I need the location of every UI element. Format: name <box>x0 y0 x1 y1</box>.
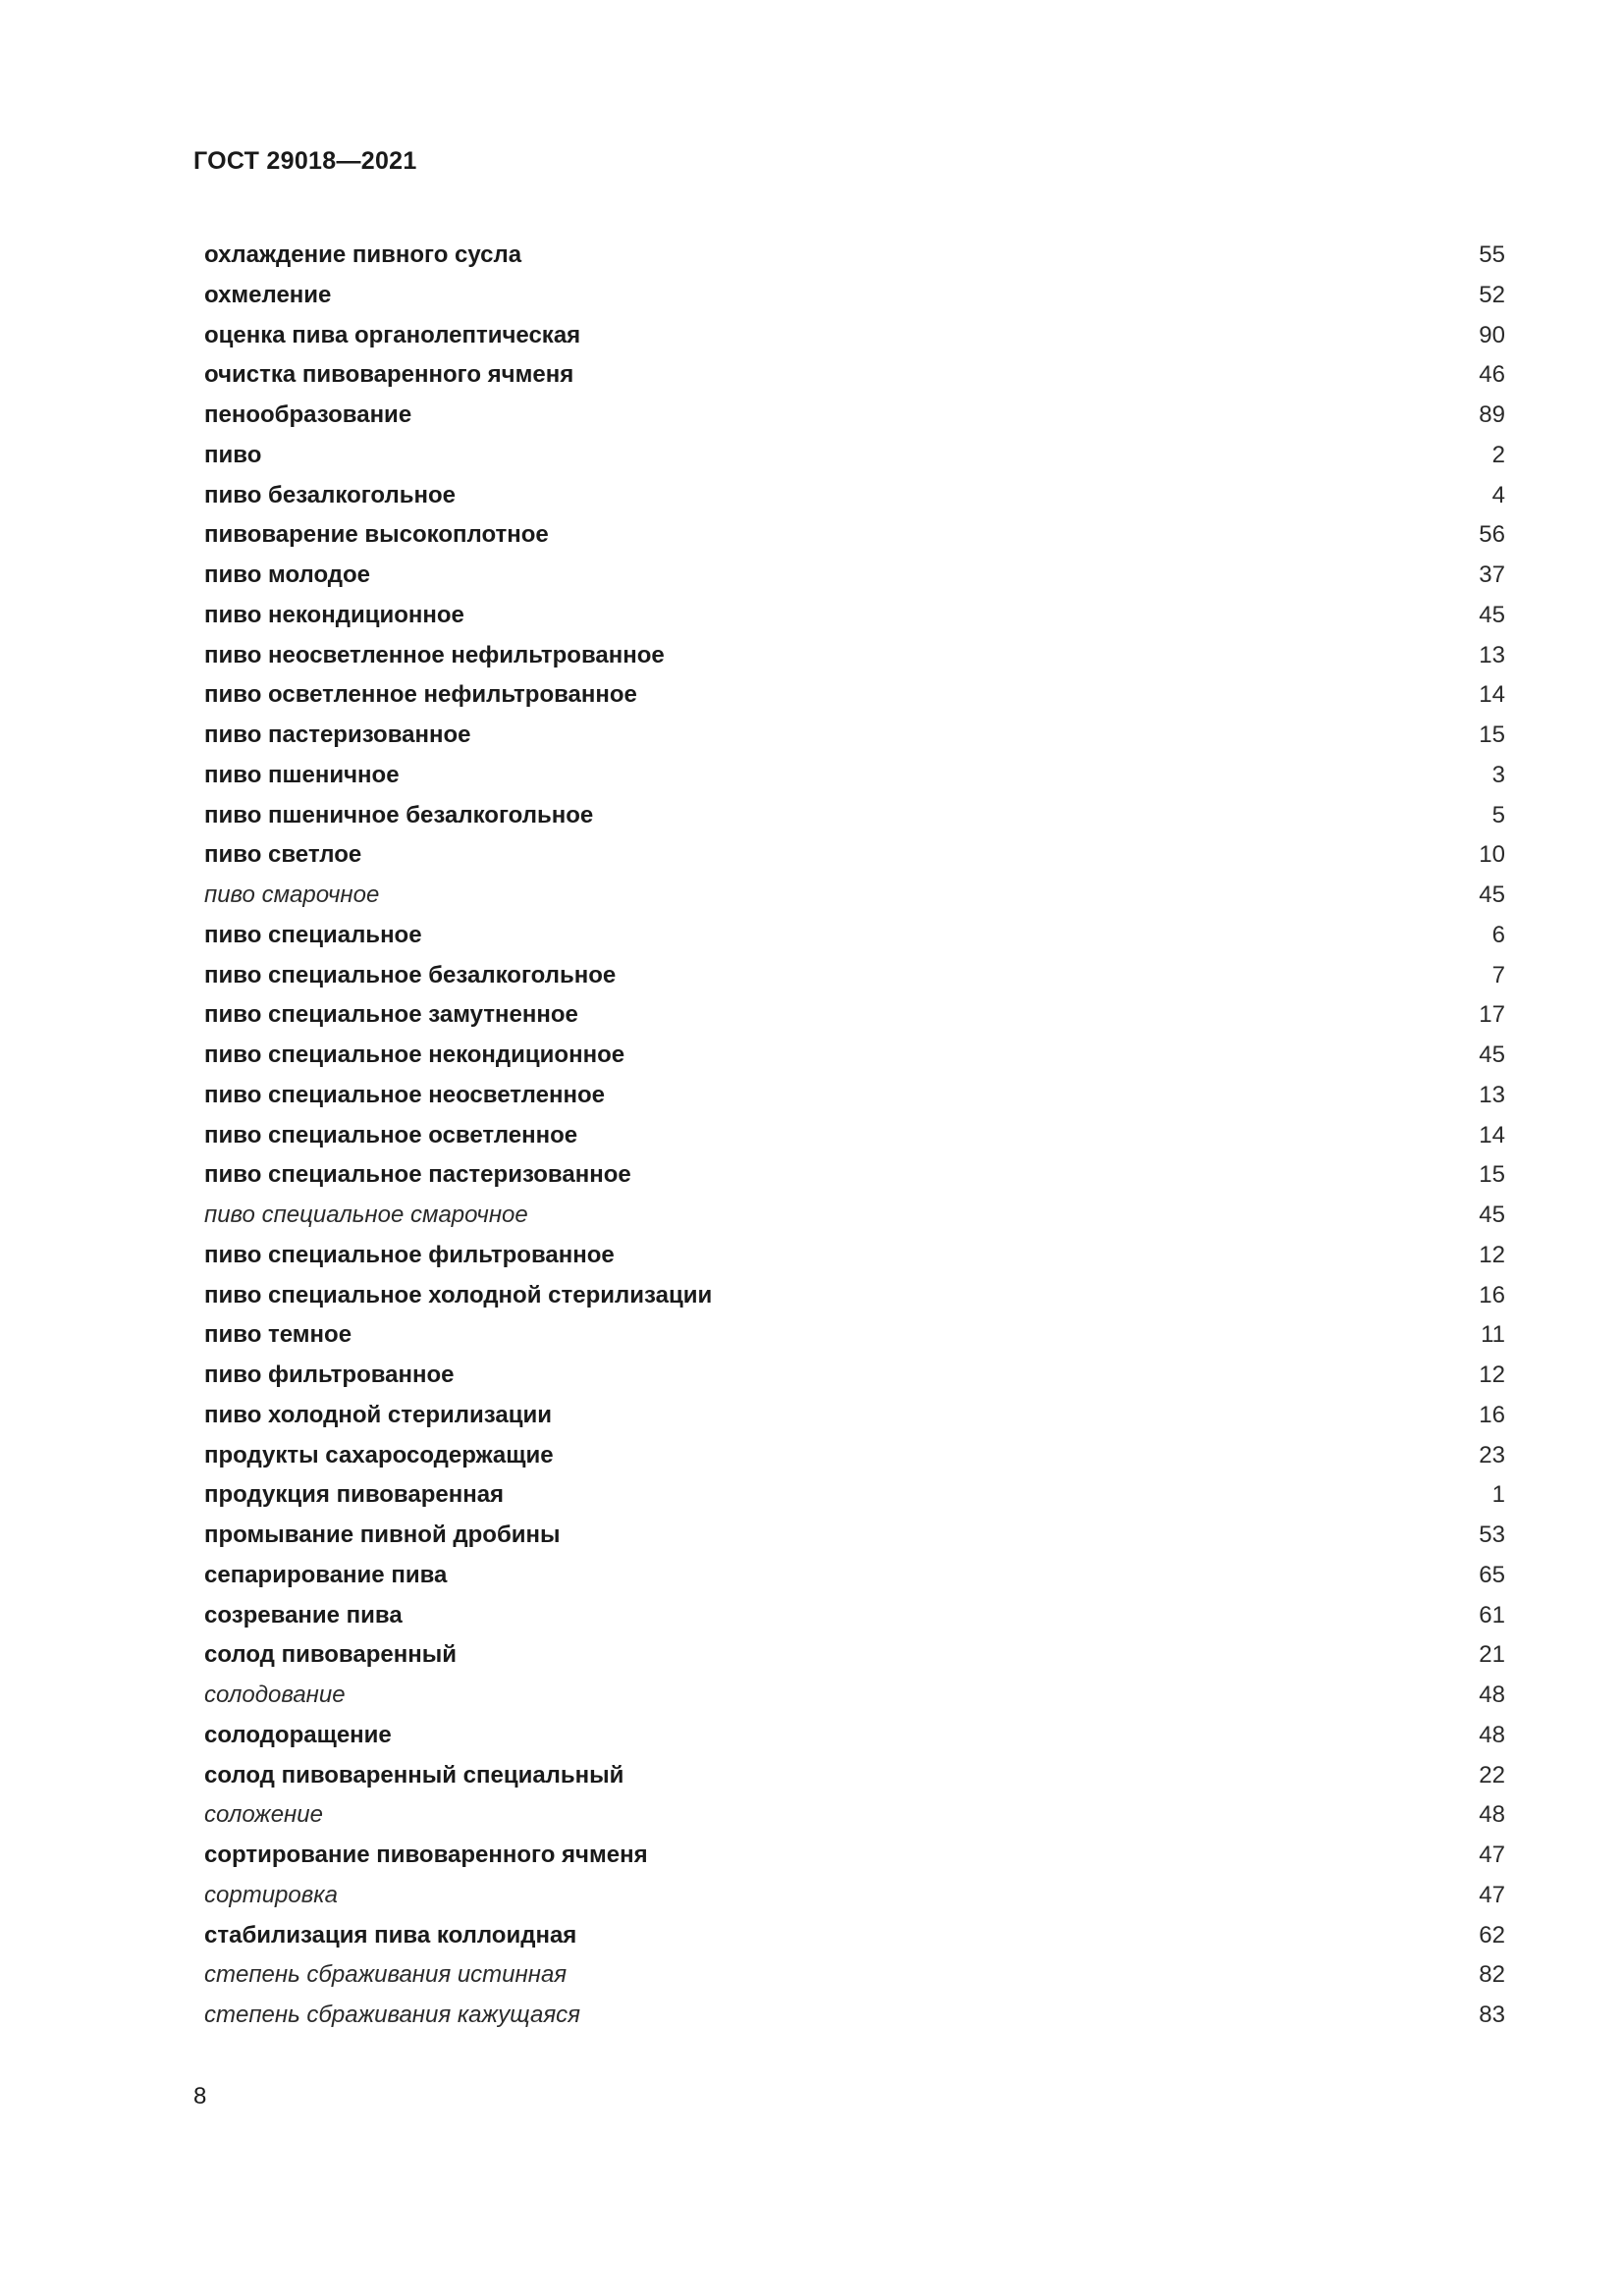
index-term-number: 56 <box>1479 521 1505 549</box>
index-term: пиво специальное фильтрованное <box>204 1241 615 1268</box>
index-term-number: 47 <box>1479 1881 1505 1908</box>
index-entry <box>204 276 1505 316</box>
index-term-number: 12 <box>1479 1241 1505 1268</box>
index-term-number: 37 <box>1479 561 1505 588</box>
index-term: пиво специальное некондиционное <box>204 1041 625 1068</box>
index-entry <box>204 476 1505 516</box>
index-term-number: 13 <box>1479 1081 1505 1108</box>
page-number: 8 <box>193 2083 207 2109</box>
index-term: сортирование пивоваренного ячменя <box>204 1842 648 1868</box>
index-entry <box>204 1076 1505 1116</box>
index-entry <box>204 1516 1505 1556</box>
index-term-number: 16 <box>1479 1401 1505 1428</box>
index-term-number: 16 <box>1479 1281 1505 1308</box>
index-term-number: 5 <box>1491 801 1505 828</box>
index-entry <box>204 1756 1505 1796</box>
index-term-number: 15 <box>1479 1161 1505 1189</box>
index-term: созревание пива <box>204 1601 403 1629</box>
index-entry <box>204 876 1505 916</box>
index-entry <box>204 1596 1505 1636</box>
index-entry <box>204 316 1505 356</box>
index-entry <box>204 796 1505 836</box>
index-term-number: 12 <box>1479 1362 1505 1388</box>
index-term: охлаждение пивного сусла <box>204 241 522 268</box>
index-term-number: 53 <box>1479 1522 1505 1548</box>
index-entry <box>204 1356 1505 1396</box>
index-term: оценка пива органолептическая <box>204 321 581 348</box>
index-term-number: 6 <box>1491 921 1505 948</box>
index-term-number: 45 <box>1479 1041 1505 1068</box>
index-term: соложение <box>204 1801 323 1829</box>
index-term-number: 48 <box>1479 1801 1505 1829</box>
index-entry <box>204 636 1505 676</box>
index-term: пиво осветленное нефильтрованное <box>204 681 637 709</box>
index-term-number: 11 <box>1481 1321 1505 1349</box>
index-term: степень сбраживания кажущаяся <box>204 2002 580 2028</box>
index-term: солод пивоваренный <box>204 1641 457 1669</box>
index-term-number: 61 <box>1479 1601 1505 1629</box>
index-entry <box>204 1276 1505 1316</box>
index-term-number: 45 <box>1479 1201 1505 1228</box>
index-term: пиво пшеничное <box>204 761 400 788</box>
index-entry <box>204 1396 1505 1436</box>
index-term: пиво специальное холодной стерилизации <box>204 1281 713 1308</box>
index-term-number: 21 <box>1479 1641 1505 1669</box>
index-term-number: 7 <box>1491 961 1505 988</box>
index-entry <box>204 236 1505 276</box>
index-entry <box>204 1196 1505 1236</box>
index-term: пиво неосветленное нефильтрованное <box>204 641 665 668</box>
index-term: пиво пшеничное безалкогольное <box>204 801 594 828</box>
index-entry <box>204 436 1505 476</box>
index-term: стабилизация пива коллоидная <box>204 1921 577 1949</box>
index-term: пиво специальное неосветленное <box>204 1081 605 1108</box>
index-entry <box>204 1876 1505 1916</box>
index-term-number: 55 <box>1479 241 1505 268</box>
index-entry <box>204 675 1505 716</box>
index-entry <box>204 1116 1505 1156</box>
index-term-number: 2 <box>1491 441 1505 468</box>
index-term-number: 65 <box>1479 1561 1505 1588</box>
index-term-number: 1 <box>1491 1481 1505 1509</box>
index-entry <box>204 355 1505 396</box>
index-term: пиво некондиционное <box>204 601 464 628</box>
index-entry <box>204 1436 1505 1476</box>
index-entry <box>204 1236 1505 1276</box>
index-term: солодоращение <box>204 1721 392 1748</box>
index-entry <box>204 556 1505 596</box>
index-entry <box>204 716 1505 756</box>
index-term-number: 22 <box>1479 1761 1505 1789</box>
index-term-number: 46 <box>1479 361 1505 389</box>
index-term-number: 45 <box>1479 881 1505 908</box>
index-term: охмеление <box>204 281 332 308</box>
index-entry <box>204 1716 1505 1756</box>
index-term: солодование <box>204 1682 346 1708</box>
index-entry <box>204 835 1505 876</box>
index-entry <box>204 1475 1505 1516</box>
index-entry <box>204 396 1505 436</box>
index-term: пиво смарочное <box>204 881 380 908</box>
index-entry <box>204 515 1505 556</box>
index-term-number: 14 <box>1479 1121 1505 1148</box>
index-term: продукция пивоваренная <box>204 1481 505 1509</box>
index-entry <box>204 1836 1505 1876</box>
index-term-number: 4 <box>1491 481 1505 508</box>
index-term: сепарирование пива <box>204 1561 448 1588</box>
index-entry <box>204 1996 1505 2036</box>
index-term: пенообразование <box>204 401 412 428</box>
index-entry <box>204 1676 1505 1716</box>
index-term: пиво специальное пастеризованное <box>204 1161 631 1189</box>
index-term: очистка пивоваренного ячменя <box>204 361 574 389</box>
index-term-number: 62 <box>1479 1921 1505 1949</box>
index-term: продукты сахаросодержащие <box>204 1441 554 1468</box>
index-entry <box>204 995 1505 1036</box>
index-term: пиво холодной стерилизации <box>204 1401 552 1428</box>
index-term-number: 48 <box>1479 1682 1505 1708</box>
index-term-number: 13 <box>1479 641 1505 668</box>
index-entry <box>204 1795 1505 1836</box>
index-term: пиво специальное безалкогольное <box>204 961 617 988</box>
index-term: степень сбраживания истинная <box>204 1961 568 1989</box>
index-term: пиво специальное смарочное <box>204 1201 528 1228</box>
index-term: пиво пастеризованное <box>204 721 471 748</box>
index-term-number: 90 <box>1479 321 1505 348</box>
index-term-number: 3 <box>1491 761 1505 788</box>
index-term-number: 23 <box>1479 1441 1505 1468</box>
index-entry <box>204 756 1505 796</box>
index-term-number: 52 <box>1479 281 1505 308</box>
index-entry <box>204 1556 1505 1596</box>
document-header: ГОСТ 29018—2021 <box>193 147 417 175</box>
index-term: пиво специальное замутненное <box>204 1001 578 1029</box>
index-term: пиво специальное осветленное <box>204 1121 578 1148</box>
index-term: пиво специальное <box>204 921 422 948</box>
index-term: пиво светлое <box>204 841 362 869</box>
index-term: пиво темное <box>204 1321 352 1349</box>
index-term-number: 47 <box>1479 1842 1505 1868</box>
index-entry <box>204 916 1505 956</box>
index-term: пиво молодое <box>204 561 371 588</box>
index-term-number: 48 <box>1479 1721 1505 1748</box>
index-term-number: 17 <box>1479 1001 1505 1029</box>
index-term-number: 45 <box>1479 601 1505 628</box>
index-entry <box>204 1955 1505 1996</box>
alphabetical-index <box>204 236 1505 2036</box>
index-entry <box>204 956 1505 996</box>
index-term: сортировка <box>204 1881 338 1908</box>
index-term: пивоварение высокоплотное <box>204 521 549 549</box>
index-term-number: 82 <box>1479 1961 1505 1989</box>
index-entry <box>204 1916 1505 1956</box>
index-entry <box>204 1155 1505 1196</box>
index-term-number: 89 <box>1479 401 1505 428</box>
index-term: пиво <box>204 441 262 468</box>
index-term: солод пивоваренный специальный <box>204 1761 624 1789</box>
index-term-number: 10 <box>1479 841 1505 869</box>
index-entry <box>204 1315 1505 1356</box>
index-entry <box>204 596 1505 636</box>
index-entry <box>204 1036 1505 1076</box>
index-term-number: 15 <box>1479 721 1505 748</box>
index-term: пиво безалкогольное <box>204 481 456 508</box>
index-term: промывание пивной дробины <box>204 1522 561 1548</box>
index-entry <box>204 1635 1505 1676</box>
index-term: пиво фильтрованное <box>204 1362 455 1388</box>
index-term-number: 83 <box>1479 2002 1505 2028</box>
index-term-number: 14 <box>1479 681 1505 709</box>
